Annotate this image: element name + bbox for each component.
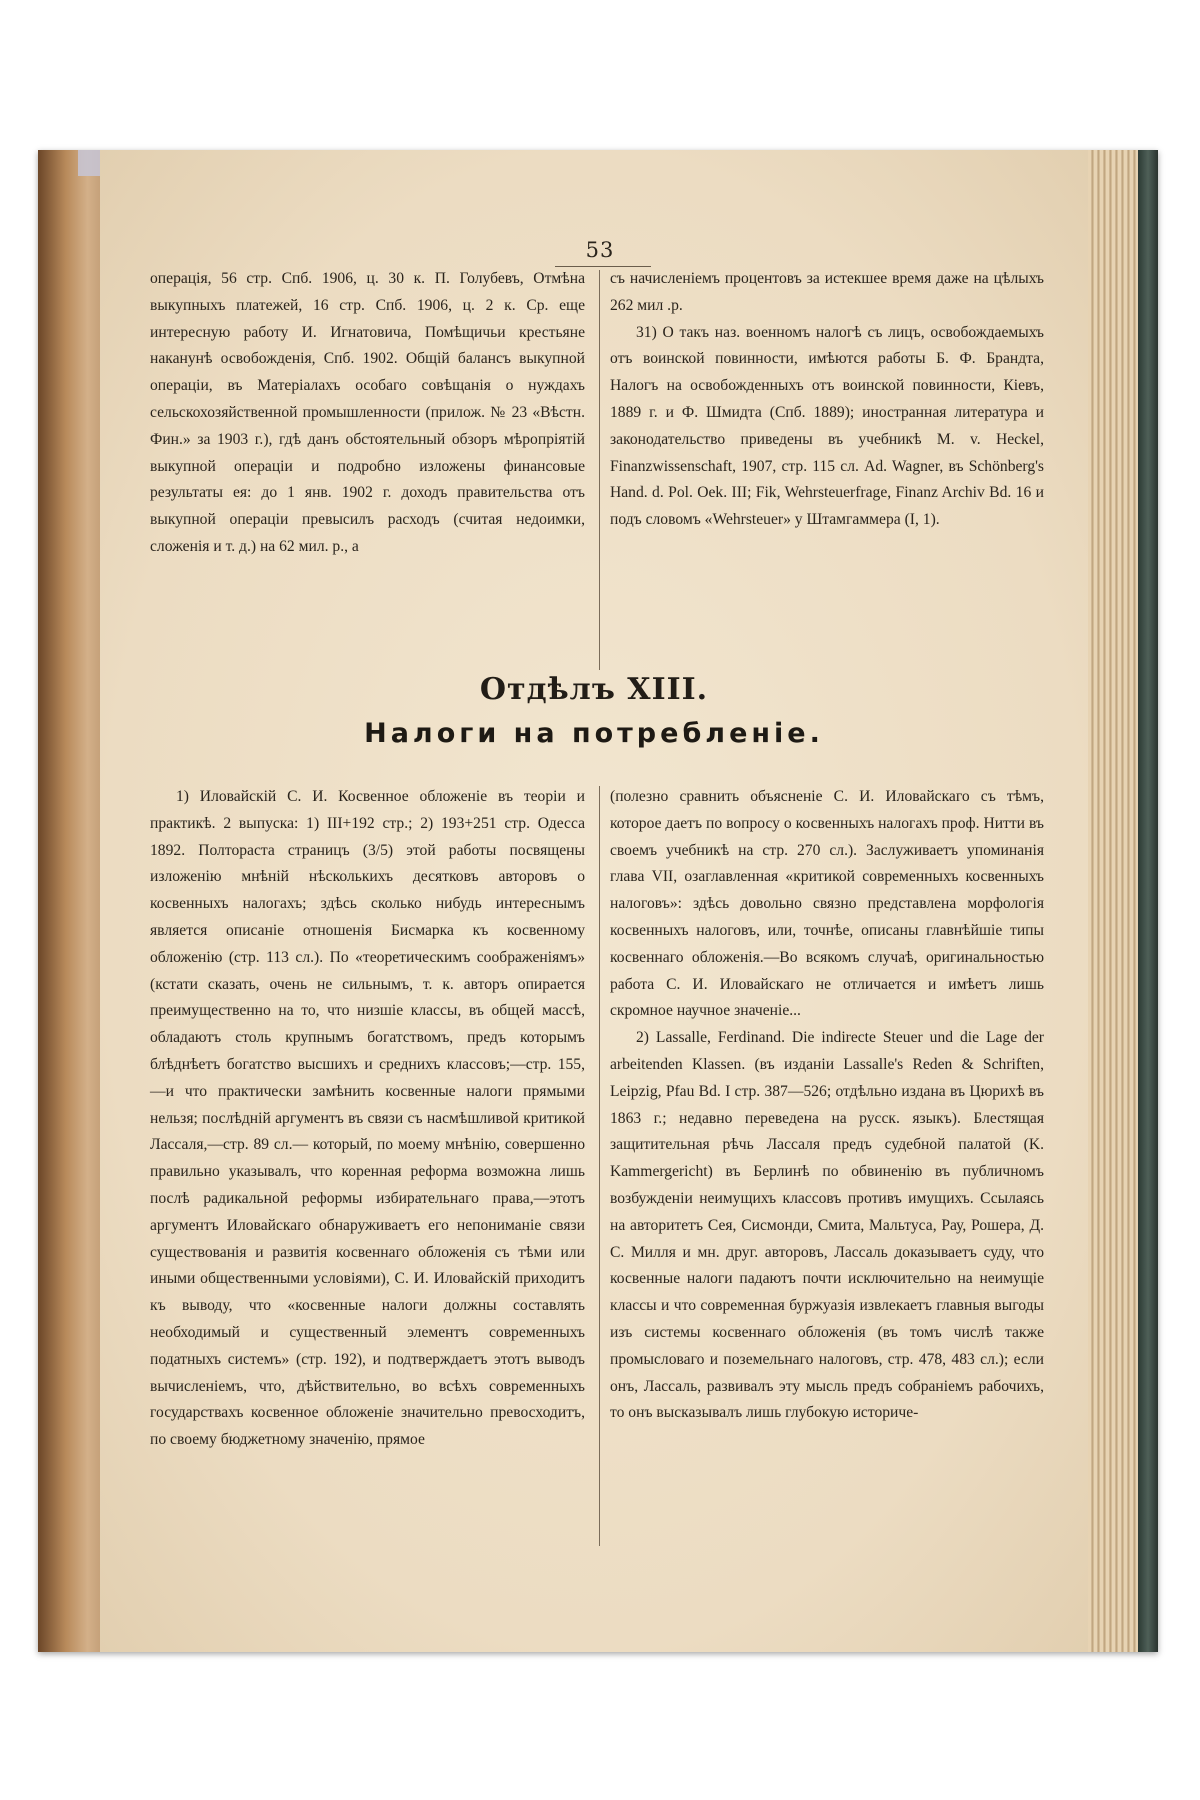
section-title: Отдѣлъ XIII. — [479, 672, 709, 707]
bottom-right-column — [610, 784, 1044, 1427]
column-divider-top — [599, 270, 600, 670]
bottom-right-paragraph-1: (полезно сравнить объясненіе С. И. Иловайскаго съ тѣмъ, которое даетъ по вопросу о косвенныхъ налогахъ проф. Нитти въ своемъ учебникѣ на стр. 270 сл.). Заслуживаетъ упоминанія глава VII, озаглавленная «критикой современныхъ косвенныхъ налоговъ»: здѣсь довольно связно представлена морфологія косвенныхъ налоговъ, или, точнѣе, описаны главнѣйшіе типы косвеннаго обложенія.—Во всякомъ случаѣ, оригинальностью работа С. И. Иловайскаго не отличается и имѣетъ лишь скромное научное значеніе... — [610, 788, 1044, 1020]
bottom-left-column — [150, 784, 585, 1454]
top-right-paragraph-1: съ начисленіемъ процентовъ за истекшее время даже на цѣлыхъ 262 мил .р. — [610, 270, 1044, 314]
page-number: 53 — [585, 238, 615, 262]
book-cover-edge — [1138, 150, 1158, 1652]
left-page-edge — [38, 150, 100, 1652]
page-stack-edge — [1088, 150, 1138, 1652]
top-left-paragraph: операція, 56 стр. Спб. 1906, ц. 30 к. П. Голубевъ, Отмѣна выкупныхъ платежей, 16 стр. Спб. 1906, ц. 2 к. Ср. еще интересную работу И. Игнатовича, Помѣщичьи крестьяне наканунѣ освобожденія, Спб. 1902. Общій балансъ выкупной операціи, въ Матеріалахъ особаго совѣщанія о нуждахъ сельскохозяйственной промышленности (прилож. № 23 «Вѣстн. Фин.» за 1903 г.), гдѣ данъ обстоятельный обзоръ мѣропріятій выкупной операціи и подробно изложены финансовые результаты ея: до 1 янв. 1902 г. доходъ правительства отъ выкупной операціи превысилъ расходъ (считая недоимки, сложенія и т. д.) на 62 мил. р., а — [150, 270, 585, 555]
bottom-left-paragraph: 1) Иловайскій С. И. Косвенное обложеніе въ теоріи и практикѣ. 2 выпуска: 1) III+192 стр.; 2) 193+251 стр. Одесса 1892. Полтораста страницъ (3/5) этой работы посвящены изложенію мнѣній нѣсколькихъ десятковъ авторовъ о косвенныхъ налогахъ; здѣсь сколько нибудь интереснымъ является описаніе отношенія Бисмарка къ косвенному обложенію (стр. 113 сл.). По «теоретическимъ соображеніямъ» (кстати сказать, очень не сильнымъ, т. к. авторъ опирается преимущественно на то, что низшіе классы, въ общей массѣ, обладаютъ столь крупнымъ богатствомъ, предъ которымъ блѣднѣетъ богатство высшихъ и среднихъ классовъ;—стр. 155,—и что практически замѣнить косвенные налоги прямыми нельзя; послѣдній аргументъ въ связи съ насмѣшливой критикой Лассаля,—стр. 89 сл.— который, по моему мнѣнію, совершенно правильно указывалъ, что коренная реформа возможна лишь послѣ радикальной реформы избирательнаго права,—этотъ аргументъ Иловайскаго обнаруживаетъ его непониманіе связи существованія и развитія косвеннаго обложенія съ тѣми или иными общественными условіями), С. И. Иловайскій приходитъ къ выводу, что «косвенные налоги должны составлять необходимый и существенный элементъ современныхъ податныхъ системъ» (стр. 192), и подтверждаетъ этотъ выводъ вычисленіемъ, что, дѣйствительно, во всѣхъ современныхъ государствахъ косвенное обложеніе значительно превосходитъ, по своему бюджетному значенію, прямое — [150, 788, 585, 1449]
top-left-column — [150, 266, 585, 561]
section-subtitle: Налоги на потребленіе. — [364, 718, 824, 749]
book-page — [100, 150, 1088, 1652]
bottom-right-paragraph-2: 2) Lassalle, Ferdinand. Die indirecte Steuer und die Lage der arbeitenden Klassen. (въ изданіи Lassalle's Reden & Schriften, Leipzig, Pfau Bd. I стр. 387—526; отдѣльно издана въ Цюрихѣ въ 1863 г.; недавно переведена на русск. языкъ). Блестящая защитительная рѣчь Лассаля предъ судебной палатой (K. Kammergericht) въ Берлинѣ по обвиненію въ публичномъ возбужденіи неимущихъ классовъ противъ имущихъ. Ссылаясь на авторитетъ Сея, Сисмонди, Смита, Мальтуса, Рау, Рошера, Д. С. Милля и мн. друг. авторовъ, Лассаль доказываетъ суду, что косвенные налоги падаютъ почти исключительно на неимущіе классы и что современная буржуазія извлекаетъ главныя выгоды изъ системы косвеннаго обложенія (въ томъ числѣ также промысловаго и поземельнаго налоговъ, стр. 478, 483 сл.); если онъ, Лассаль, развивалъ эту мысль предъ собраніемъ рабочихъ, то онъ высказывалъ лишь глубокую историче- — [610, 1029, 1044, 1422]
top-right-paragraph-2: 31) О такъ наз. военномъ налогѣ съ лицъ, освобождаемыхъ отъ воинской повинности, имѣются работы Б. Ф. Брандта, Налогъ на освобожденныхъ отъ воинской повинности, Кіевъ, 1889 г. и Ф. Шмидта (Спб. 1889); иностранная литература и законодательство приведены въ учебникѣ M. v. Heckel, Finanzwissenschaft, 1907, стр. 115 сл. Ad. Wagner, въ Schönberg's Hand. d. Pol. Oek. III; Fik, Wehrsteuerfrage, Finanz Archiv Bd. 16 и подъ словомъ «Wehrsteuer» у Штамгаммера (I, 1). — [610, 323, 1044, 529]
top-right-column — [610, 266, 1044, 534]
column-divider-bottom — [599, 786, 600, 1546]
